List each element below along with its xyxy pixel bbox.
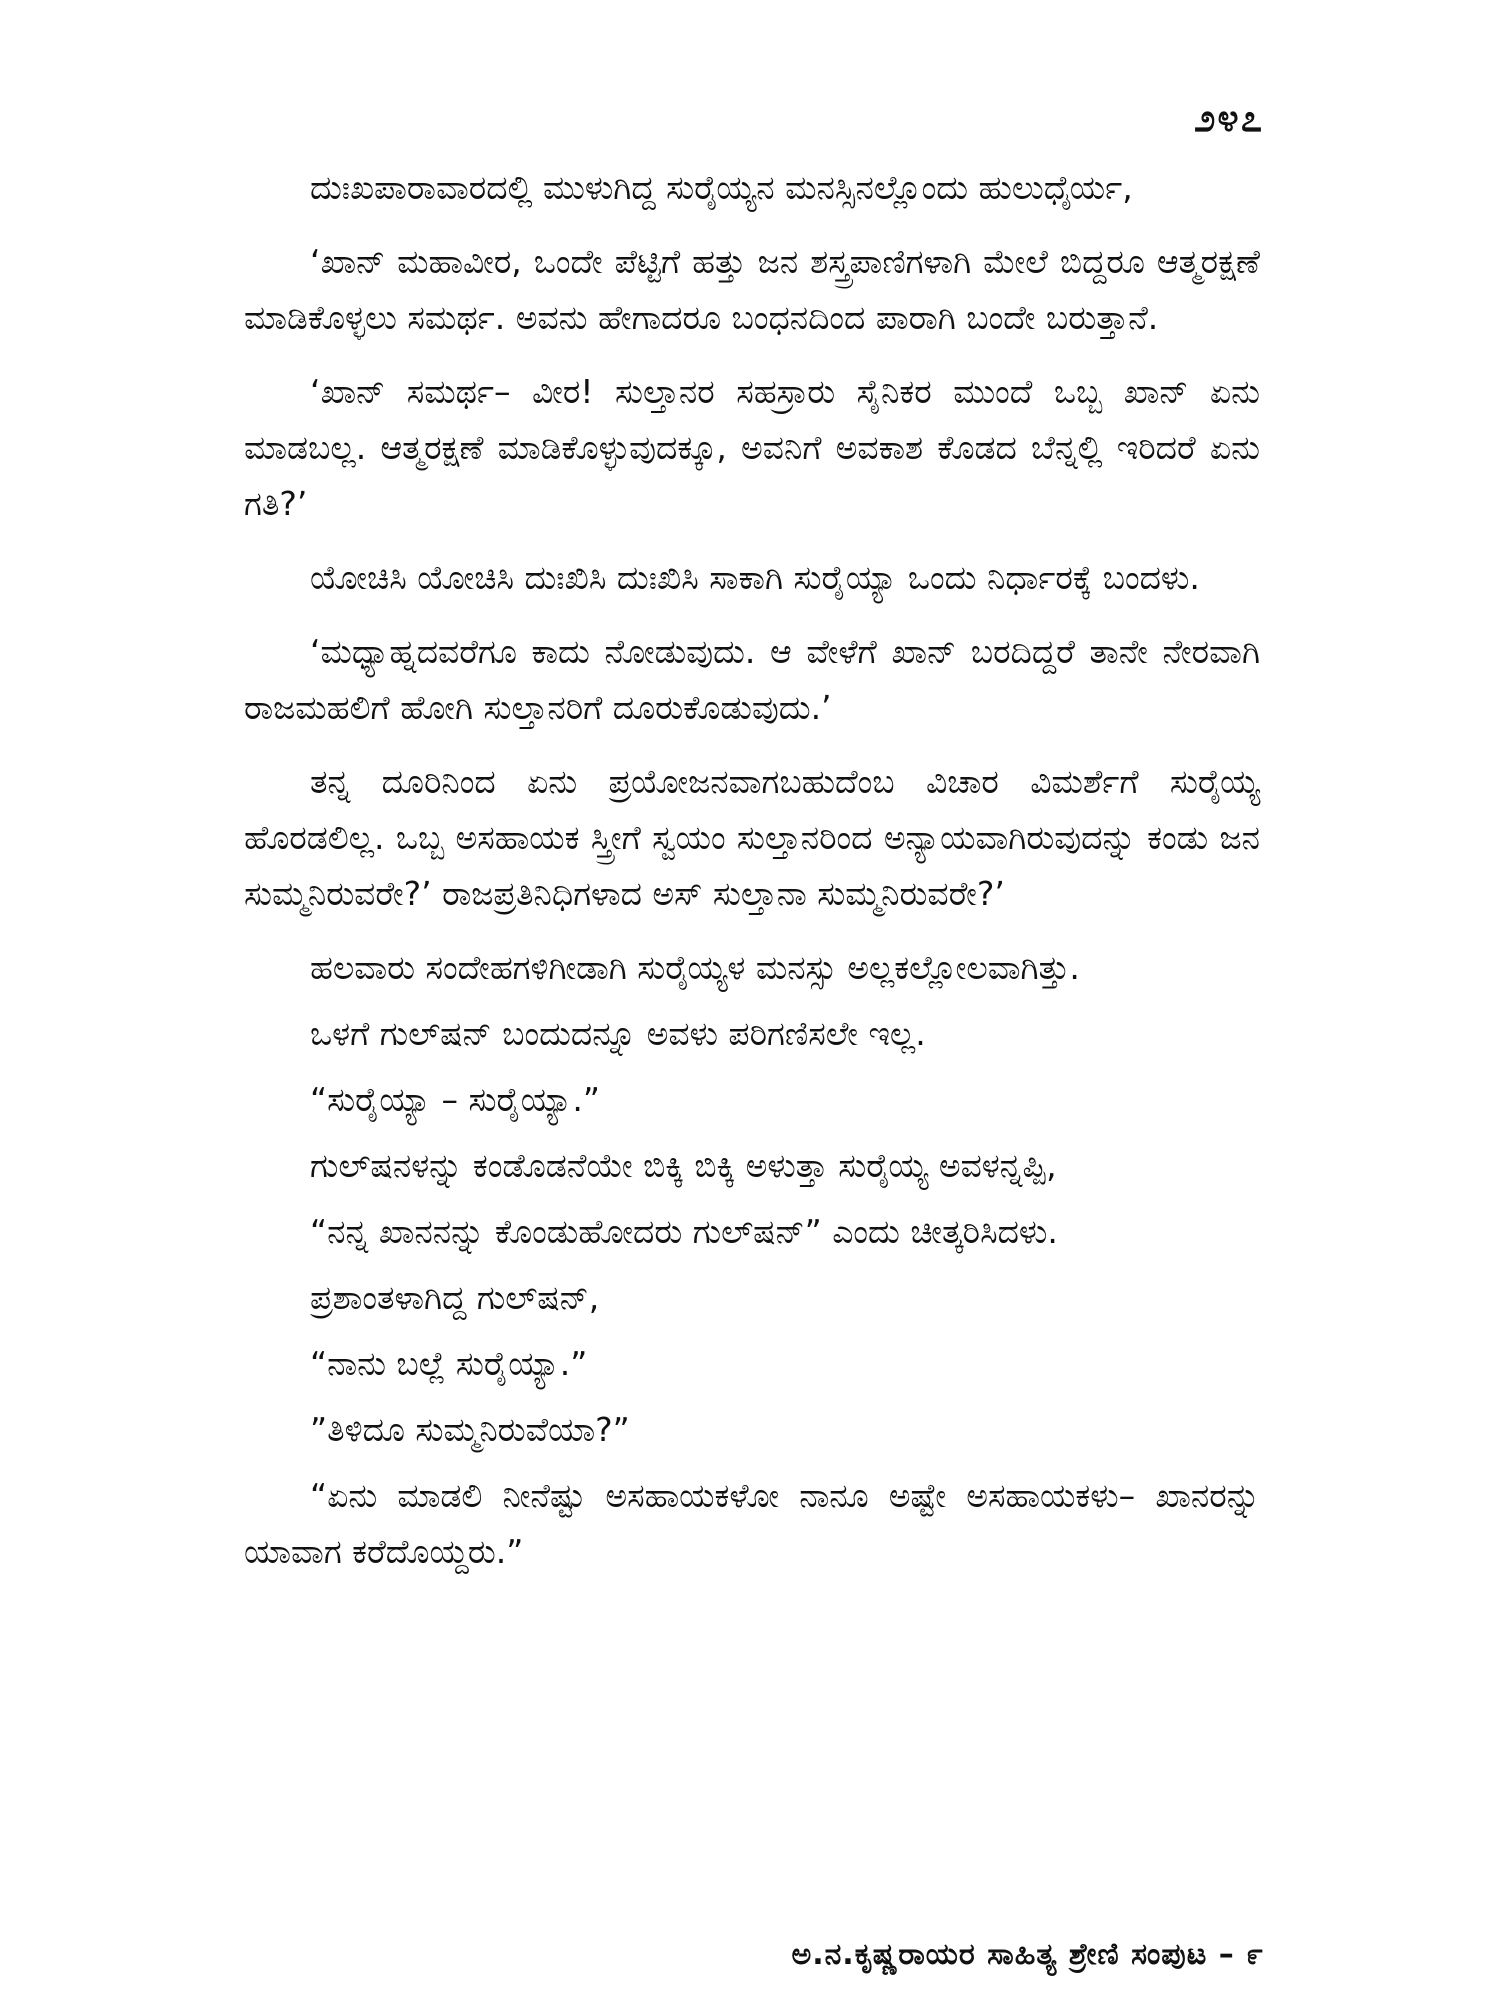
- paragraph-1: ದುಃಖಪಾರಾವಾರದಲ್ಲಿ ಮುಳುಗಿದ್ದ ಸುರೈಯ್ಯನ ಮನಸ್ಸಿನಲ್ಲೊಂದು ಹುಲುಧೈರ್ಯ,: [310, 168, 1133, 207]
- paragraph-5: ‘ಮಧ್ಯಾಹ್ನದವರೆಗೂ ಕಾದು ನೋಡುವುದು. ಆ ವೇಳೆಗೆ ಖಾನ್ ಬರದಿದ್ದರೆ ತಾನೇ ನೇರವಾಗಿ ರಾಜಮಹಲಿಗೆ ಹೋಗಿ ಸುಲ್ತಾನರಿಗೆ ದೂರುಕೊಡುವುದು.’: [244, 632, 1260, 727]
- paragraph-4: ಯೋಚಿಸಿ ಯೋಚಿಸಿ ದುಃಖಿಸಿ ದುಃಖಿಸಿ ಸಾಕಾಗಿ ಸುರೈಯ್ಯಾ ಒಂದು ನಿರ್ಧಾರಕ್ಕೆ ಬಂದಳು.: [310, 558, 1200, 597]
- paragraph-12: ಪ್ರಶಾಂತಳಾಗಿದ್ದ ಗುಲ್‌ಷನ್,: [310, 1278, 600, 1317]
- paragraph-14: ”ತಿಳಿದೂ ಸುಮ್ಮನಿರುವೆಯಾ?”: [310, 1410, 630, 1449]
- page-number: ೨೪೭: [1194, 96, 1264, 140]
- paragraph-2: ‘ಖಾನ್ ಮಹಾವೀರ, ಒಂದೇ ಪೆಟ್ಟಿಗೆ ಹತ್ತು ಜನ ಶಸ್ತ್ರಪಾಣಿಗಳಾಗಿ ಮೇಲೆ ಬಿದ್ದರೂ ಆತ್ಮರಕ್ಷಣೆ ಮಾಡಿಕೊಳ್ಳಲು ಸಮರ್ಥ. ಅವನು ಹೇಗಾದರೂ ಬಂಧನದಿಂದ ಪಾರಾಗಿ ಬಂದೇ ಬರುತ್ತಾನೆ.: [244, 242, 1260, 337]
- footer-series-title: ಅ.ನ.ಕೃಷ್ಣರಾಯರ ಸಾಹಿತ್ಯ ಶ್ರೇಣಿ ಸಂಪುಟ – ೯: [791, 1937, 1264, 1972]
- body-text: [244, 160, 1260, 1580]
- paragraph-7: ಹಲವಾರು ಸಂದೇಹಗಳಿಗೀಡಾಗಿ ಸುರೈಯ್ಯಳ ಮನಸ್ಸು ಅಲ್ಲಕಲ್ಲೋಲವಾಗಿತ್ತು.: [310, 948, 1080, 987]
- paragraph-13: “ನಾನು ಬಲ್ಲೆ ಸುರೈಯ್ಯಾ.”: [310, 1344, 588, 1383]
- paragraph-8: ಒಳಗೆ ಗುಲ್‌ಷನ್ ಬಂದುದನ್ನೂ ಅವಳು ಪರಿಗಣಿಸಲೇ ಇಲ್ಲ.: [310, 1014, 926, 1053]
- paragraph-15: “ಏನು ಮಾಡಲಿ ನೀನೆಷ್ಟು ಅಸಹಾಯಕಳೋ ನಾನೂ ಅಷ್ಟೇ ಅಸಹಾಯಕಳು– ಖಾನರನ್ನು ಯಾವಾಗ ಕರೆದೊಯ್ದರು.”: [244, 1476, 1260, 1571]
- paragraph-11: “ನನ್ನ ಖಾನನನ್ನು ಕೊಂಡುಹೋದರು ಗುಲ್‌ಷನ್” ಎಂದು ಚೀತ್ಕರಿಸಿದಳು.: [310, 1212, 1058, 1251]
- paragraph-6: ತನ್ನ ದೂರಿನಿಂದ ಏನು ಪ್ರಯೋಜನವಾಗಬಹುದೆಂಬ ವಿಚಾರ ವಿಮರ್ಶೆಗೆ ಸುರೈಯ್ಯ ಹೊರಡಲಿಲ್ಲ. ಒಬ್ಬ ಅಸಹಾಯಕ ಸ್ತ್ರೀಗೆ ಸ್ವಯಂ ಸುಲ್ತಾನರಿಂದ ಅನ್ಯಾಯವಾಗಿರುವುದನ್ನು ಕಂಡು ಜನ ಸುಮ್ಮನಿರುವರೇ?’ ರಾಜಪ್ರತಿನಿಧಿಗಳಾದ ಅಸ್ ಸುಲ್ತಾನಾ ಸುಮ್ಮನಿರುವರೇ?’: [244, 762, 1260, 913]
- paragraph-3: ‘ಖಾನ್ ಸಮರ್ಥ– ವೀರ! ಸುಲ್ತಾನರ ಸಹಸ್ರಾರು ಸೈನಿಕರ ಮುಂದೆ ಒಬ್ಬ ಖಾನ್ ಏನು ಮಾಡಬಲ್ಲ. ಆತ್ಮರಕ್ಷಣೆ ಮಾಡಿಕೊಳ್ಳುವುದಕ್ಕೂ, ಅವನಿಗೆ ಅವಕಾಶ ಕೊಡದ ಬೆನ್ನಲ್ಲಿ ಇರಿದರೆ ಏನು ಗತಿ?’: [244, 372, 1260, 523]
- paragraph-9: “ಸುರೈಯ್ಯಾ – ಸುರೈಯ್ಯಾ.”: [310, 1080, 600, 1119]
- paragraph-10: ಗುಲ್‌ಷನಳನ್ನು ಕಂಡೊಡನೆಯೇ ಬಿಕ್ಕಿ ಬಿಕ್ಕಿ ಅಳುತ್ತಾ ಸುರೈಯ್ಯ ಅವಳನ್ನಪ್ಪಿ,: [310, 1146, 1057, 1185]
